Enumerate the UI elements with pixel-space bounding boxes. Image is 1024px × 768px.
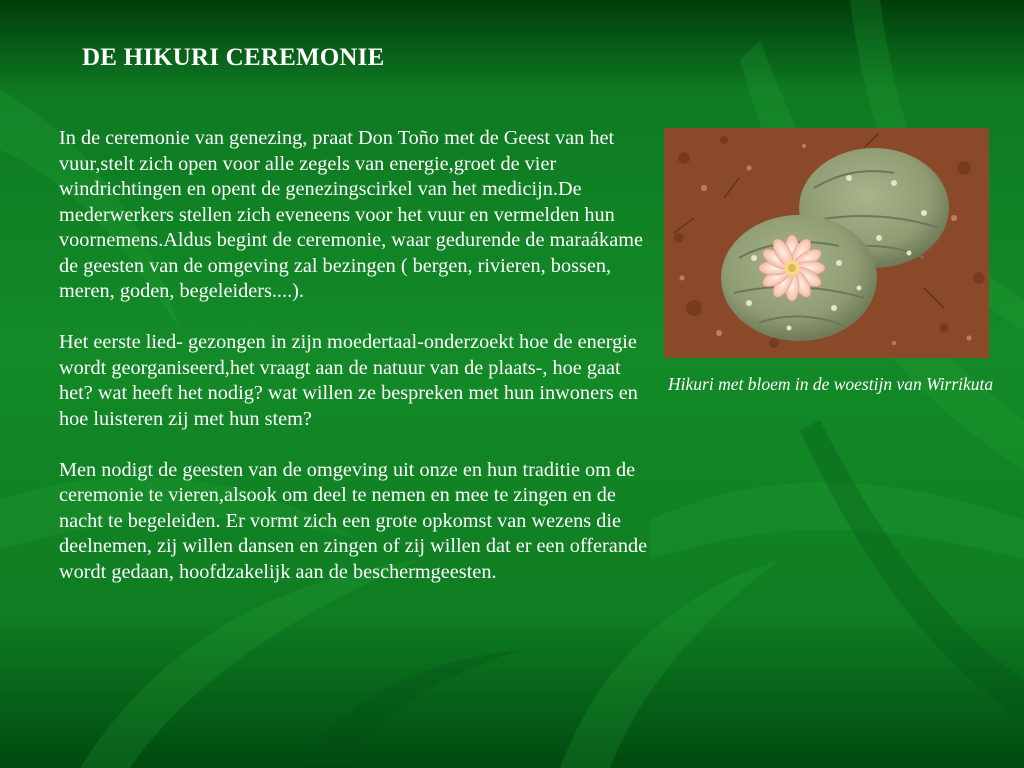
hikuri-cactus-photo	[664, 128, 989, 358]
paragraph-3: Men nodigt de geesten van de omgeving uit onze en hun traditie om de ceremonie te vieren,alsook om deel te nemen en mee te zingen en de nacht te begeleiden. Er vormt zich een grote opkomst van wezens die deelnemen, zij willen dansen en zingen of zij willen dat er een offerande wordt gedaan, hoofdzakelijk aan de beschermgeesten.	[59, 458, 648, 583]
body-text	[59, 126, 649, 611]
page-title: DE HIKURI CEREMONIE	[82, 44, 385, 71]
paragraph-2: Het eerste lied- gezongen in zijn moedertaal-onderzoekt hoe de energie wordt georganiseerd,het vraagt aan de natuur van de plaats-, hoe gaat het? wat heeft het nodig? wat willen ze bespreken met hun inwoners en hoe luisteren zij met hun stem?	[59, 331, 638, 430]
paragraph-1: In de ceremonie van genezing, praat Don Toño met de Geest van het vuur,stelt zich open voor alle zegels van energie,groet de vier windrichtingen en opent de genezingscirkel van het medicijn.De mederwerkers stellen zich eveneens voor het vuur en vermelden hun voornemens.Aldus begint de ceremonie, waar gedurende de maraákame de geesten van de omgeving zal bezingen ( bergen, rivieren, bossen, meren, goden, begeleiders....).	[59, 127, 643, 302]
image-caption: Hikuri met bloem in de woestijn van Wirrikuta	[668, 374, 994, 394]
